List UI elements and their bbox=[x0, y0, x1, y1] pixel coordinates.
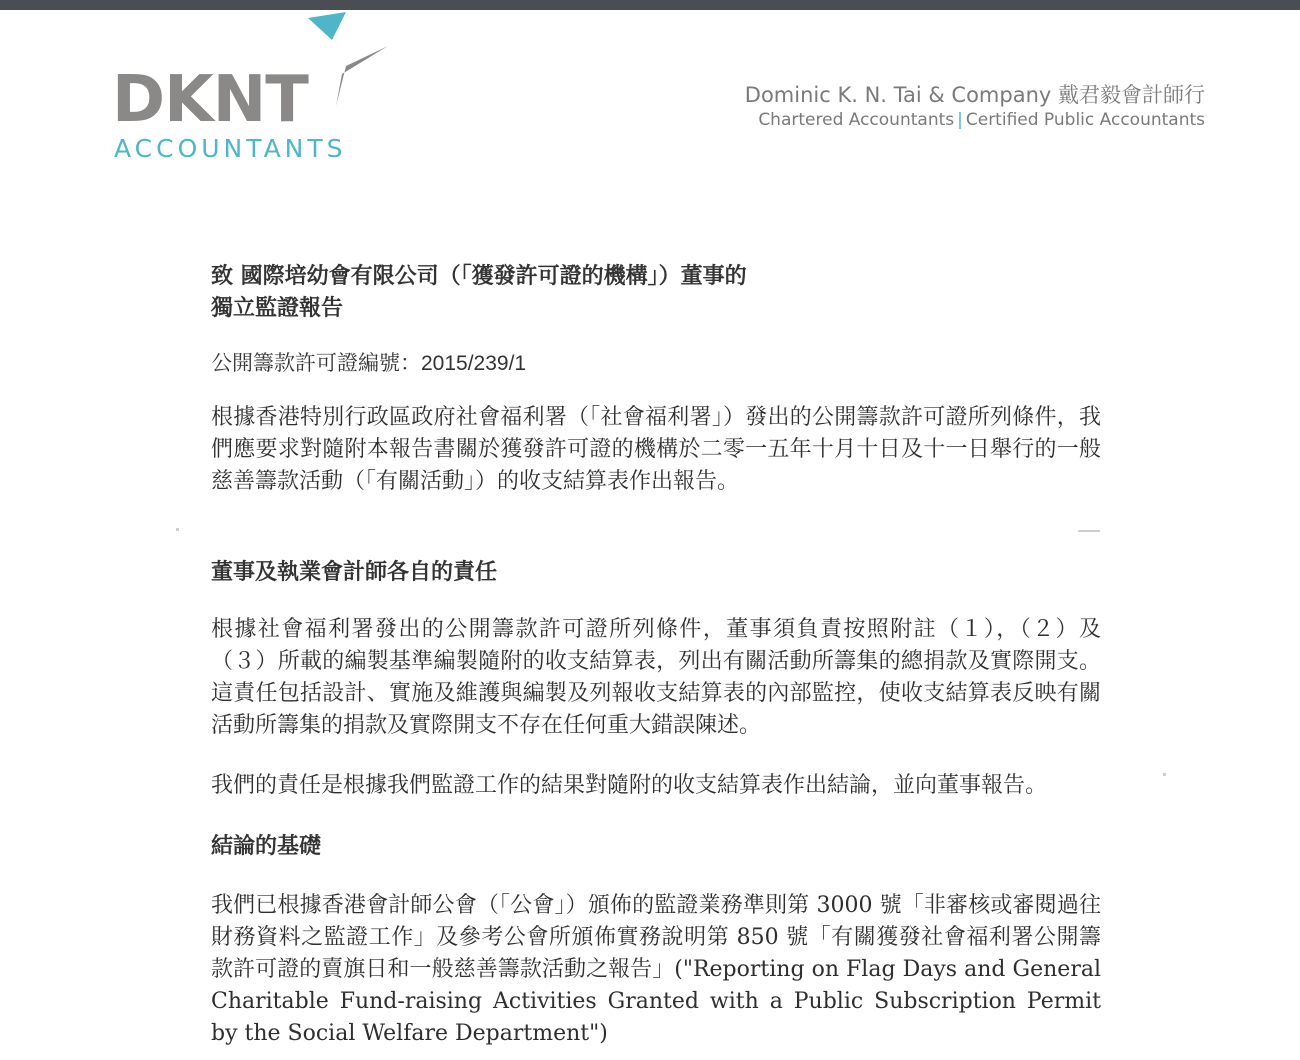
firm-qualification-separator: | bbox=[957, 110, 963, 130]
licence-number-line bbox=[211, 348, 1101, 379]
logo-subtitle: ACCOUNTANTS bbox=[114, 134, 347, 163]
firm-qualification-chartered: Chartered Accountants bbox=[758, 110, 955, 130]
licence-number: 2015/239/1 bbox=[421, 352, 527, 375]
section-heading-basis: 結論的基礎 bbox=[211, 833, 322, 859]
responsibilities-paragraph-1: 根據社會福利署發出的公開籌款許可證所列條件，董事須負責按照附註（１），（２）及（３）所載的編製基準編製隨附的收支結算表，列出有關活動所籌集的總捐款及實際開支。這責任包括設計、實施及維護與編製及列報收支結算表的內部監控，使收支結算表反映有關活動所籌集的捐款及實際開支不存在任何重大錯誤陳述。 bbox=[211, 617, 1101, 738]
logo-wordmark: DKNT bbox=[112, 63, 308, 137]
report-body bbox=[211, 260, 1101, 1050]
basis-paragraph: 我們已根據香港會計師公會（「公會」）頒佈的監證業務準則第 3000 號「非審核或審閱過往財務資料之監證工作」及參考公會所頒佈實務說明第 850 號「有關獲發社會福利署公開籌款許可證的賣旗日和一般慈善籌款活動之報告」("Reporting on Flag Days and General Charitable Fund-raising Activities Granted with a Public Subscription Permit by the Social Welfare Department") bbox=[211, 893, 1101, 1046]
responsibilities-paragraph-2: 我們的責任是根據我們監證工作的結果對隨附的收支結算表作出結論，並向董事報告。 bbox=[211, 773, 1048, 798]
firm-qualification-certified: Certified Public Accountants bbox=[965, 110, 1205, 130]
intro-paragraph: 根據香港特別行政區政府社會福利署（「社會福利署」）發出的公開籌款許可證所列條件，我們應要求對隨附本報告書關於獲發許可證的機構於二零一五年十月十日及十一日舉行的一般慈善籌款活動（「有關活動」）的收支結算表作出報告。 bbox=[211, 405, 1101, 494]
licence-label: 公開籌款許可證編號： bbox=[211, 351, 421, 375]
dknt-logo bbox=[112, 12, 402, 172]
firm-name: Dominic K. N. Tai & Company 戴君毅會計師行 bbox=[744, 83, 1205, 107]
firm-qualifications bbox=[745, 110, 1205, 130]
scan-speck bbox=[1163, 773, 1166, 776]
report-title-line2: 獨立監證報告 bbox=[211, 295, 344, 321]
scan-speck bbox=[176, 528, 179, 531]
firm-header bbox=[745, 80, 1205, 130]
scan-speck bbox=[1078, 530, 1100, 532]
logo-mark-icon bbox=[302, 12, 394, 112]
section-heading-responsibilities: 董事及執業會計師各自的責任 bbox=[211, 559, 498, 585]
report-title-line1: 致 國際培幼會有限公司（「獲發許可證的機構」）董事的 bbox=[211, 263, 747, 289]
viewer-top-bar bbox=[0, 0, 1300, 10]
